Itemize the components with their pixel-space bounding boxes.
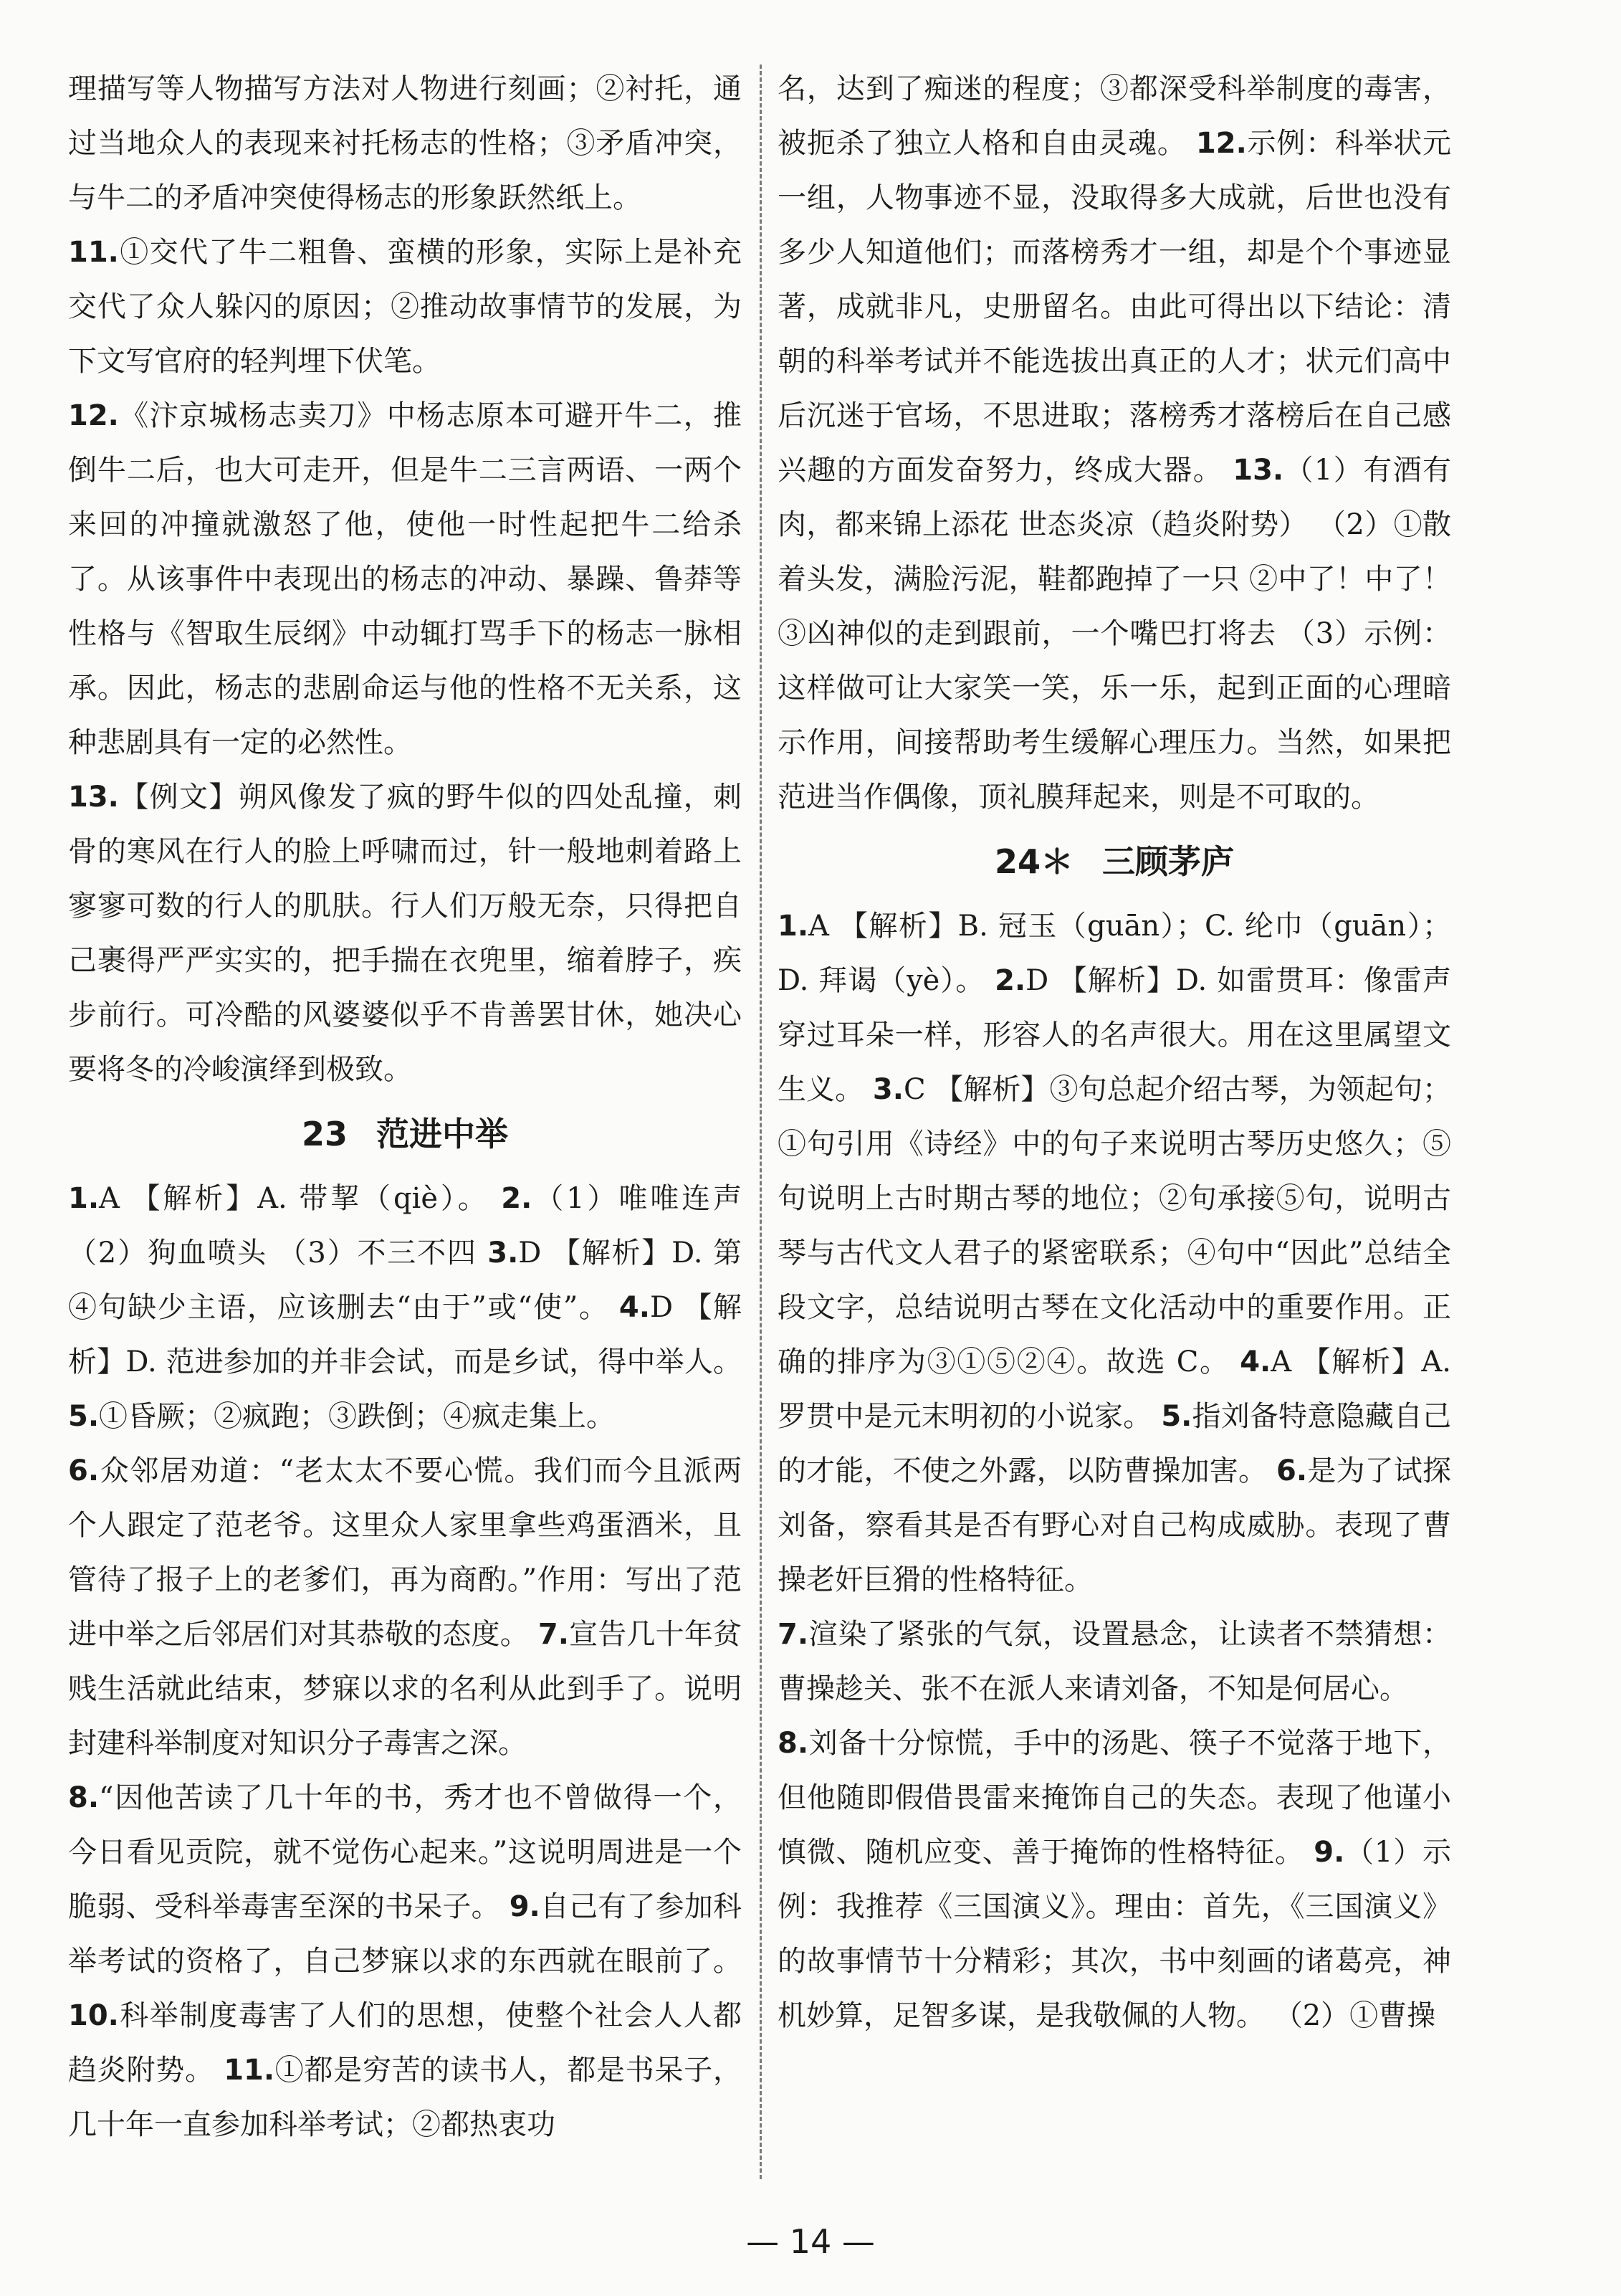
section-heading-23 [68,1097,742,1171]
answer-paragraph [778,62,1451,824]
answer-number: 10. [68,1999,119,2032]
answer-paragraph [778,1607,1451,1716]
answer-text: 宣告几十年贫贱生活就此结束，梦寐以求的名利从此到手了。说明封建科举制度对知识分子毒害之深。 [68,1618,742,1760]
answer-text: （1）唯唯连声 （2）狗血喷头 （3）不三不四 [68,1182,742,1270]
answer-number: 2. [995,964,1026,997]
answer-number: 1. [778,910,809,943]
answer-text: 众邻居劝道：“老太太不要心慌。我们而今且派两个人跟定了范老爷。这里众人家里拿些鸡蛋酒米，且管待了报子上的老爹们，再为商酌。”作用：写出了范进中举之后邻居们对其恭敬的态度。 [68,1454,742,1651]
answer-text: 示例：科举状元一组，人物事迹不显，没取得多大成就，后世也没有多少人知道他们；而落榜秀才一组，却是个个事迹显著，成就非凡，史册留名。由此可得出以下结论：清朝的科举考试并不能选拔出真正的人才；状元们高中后沉迷于官场，不思进取；落榜秀才落榜后在自己感兴趣的方面发奋努力，终成大器。 [778,127,1452,487]
answer-text: 名，达到了痴迷的程度；③都深受科举制度的毒害，被扼杀了独立人格和自由灵魂。 [778,72,1451,160]
left-column [68,62,742,2152]
answer-paragraph [778,1716,1451,2043]
answer-number: 13. [1233,454,1284,487]
answer-paragraph [68,389,742,770]
answer-paragraph [68,62,742,225]
section-title: 三顾茅庐 [1102,842,1234,881]
right-intro [778,62,1451,824]
answer-text: 刘备十分惊慌，手中的汤匙、筷子不觉落于地下，但他随即假借畏雷来掩饰自己的失态。表现了他谨小慎微、随机应变、善于掩饰的性格特征。 [778,1727,1451,1869]
answer-text: 理描写等人物描写方法对人物进行刻画；②衬托，通过当地众人的表现来衬托杨志的性格；③矛盾冲突，与牛二的矛盾冲突使得杨志的形象跃然纸上。 [68,72,742,214]
answer-text: 《汴京城杨志卖刀》中杨志原本可避开牛二，推倒牛二后，也大可走开，但是牛二三言两语、一两个来回的冲撞就激怒了他，使他一时性起把牛二给杀了。从该事件中表现出的杨志的冲动、暴躁、鲁莽等性格与《智取生辰纲》中动辄打骂手下的杨志一脉相承。因此，杨志的悲剧命运与他的性格不无关系，这种悲剧具有一定的必然性。 [68,399,742,759]
answer-text: “因他苦读了几十年的书，秀才也不曾做得一个，今日看见贡院，就不觉伤心起来。”这说明周进是一个脆弱、受科举毒害至深的书呆子。 [68,1781,742,1923]
answer-number: 7. [778,1618,809,1651]
right-section-body [778,899,1451,2043]
answer-text: D 【解析】D. 范进参加的并非会试，而是乡试，得中举人。 [68,1291,742,1378]
answer-text: 科举制度毒害了人们的思想，使整个社会人人都趋炎附势。 [68,1999,742,2087]
answer-text: 指刘备特意隐藏自己的才能，不使之外露，以防曹操加害。 [778,1400,1452,1487]
page-number: — 14 — [746,2222,875,2261]
answer-number: 12. [68,399,119,432]
left-section-body [68,1171,742,2152]
answer-paragraph [68,1771,742,2152]
answer-number: 3. [487,1237,519,1270]
answer-number: 9. [509,1890,540,1923]
column-divider [760,65,762,2179]
answer-text: （1）有酒有肉，都来锦上添花 世态炎凉（趋炎附势） （2）①散着头发，满脸污泥，鞋都跑掉了一只 ②中了！中了！ ③凶神似的走到跟前，一个嘴巴打将去 （3）示例：这样做可让大家笑一笑，乐一乐，起到正面的心理暗示作用，间接帮助考生缓解心理压力。当然，如果把范进当作偶像，顶礼膜拜起来，则是不可取的。 [778,454,1452,814]
answer-number: 6. [1276,1454,1308,1487]
answer-text: （1）示例：我推荐《三国演义》。理由：首先，《三国演义》的故事情节十分精彩；其次，书中刻画的诸葛亮，神机妙算，足智多谋，是我敬佩的人物。 （2）①曹操 [778,1836,1452,2032]
right-column [778,62,1451,2043]
answer-text: 是为了试探刘备，察看其是否有野心对自己构成威胁。表现了曹操老奸巨猾的性格特征。 [778,1454,1452,1596]
answer-number: 7. [537,1618,569,1651]
answer-number: 4. [1240,1345,1271,1378]
left-intro [68,62,742,1097]
answer-number: 1. [68,1182,100,1215]
answer-text: C 【解析】③句总起介绍古琴，为领起句；①句引用《诗经》中的句子来说明古琴历史悠久；⑤句说明上古时期古琴的地位；②句承接⑤句，说明古琴与古代文人君子的紧密联系；④句中“因此”总结全段文字，总结说明古琴在文化活动中的重要作用。正确的排序为③①⑤②④。故选 C。 [778,1073,1452,1378]
answer-text: A 【解析】A. 带挈（qiè）。 [99,1182,489,1215]
section-title: 范进中举 [376,1115,508,1153]
answer-paragraph [68,1171,742,1444]
answer-number: 12. [1195,127,1247,160]
answer-number: 13. [68,781,119,814]
answer-number: 5. [1161,1400,1192,1433]
answer-number: 6. [68,1454,100,1487]
answer-text: ①交代了牛二粗鲁、蛮横的形象，实际上是补充交代了众人躲闪的原因；②推动故事情节的发展，为下文写官府的轻判埋下伏笔。 [68,236,742,378]
section-heading-24 [778,824,1451,899]
answer-text: A 【解析】B. 冠玉（guān）；C. 纶巾（guān）；D. 拜谒（yè）。 [778,910,1451,997]
answer-paragraph [68,225,742,389]
answer-text: 渲染了紧张的气氛，设置悬念，让读者不禁猜想：曹操趁关、张不在派人来请刘备，不知是何居心。 [778,1618,1451,1705]
answer-number: 8. [68,1781,100,1814]
answer-text: 【例文】朔风像发了疯的野牛似的四处乱撞，刺骨的寒风在行人的脸上呼啸而过，针一般地刺着路上寥寥可数的行人的肌肤。行人们万般无奈，只得把自己裹得严严实实的，把手揣在衣兜里，缩着脖子，疾步前行。可冷酷的风婆婆似乎不肯善罢甘休，她决心要将冬的冷峻演绎到极致。 [68,781,742,1086]
answer-text: A 【解析】A. 罗贯中是元末明初的小说家。 [778,1345,1452,1433]
answer-text: ①昏厥；②疯跑；③跌倒；④疯走集上。 [99,1400,616,1433]
answer-text: 自己有了参加科举考试的资格了，自己梦寐以求的东西就在眼前了。 [68,1890,742,1978]
answer-number: 11. [224,2054,275,2087]
answer-number: 5. [68,1400,100,1433]
answer-paragraph [68,1444,742,1771]
answer-number: 3. [872,1073,904,1106]
answer-number: 4. [618,1291,650,1324]
answer-text: D 【解析】D. 第④句缺少主语，应该删去“由于”或“使”。 [68,1237,742,1324]
answer-number: 8. [778,1727,809,1760]
answer-number: 9. [1314,1836,1345,1869]
section-number: 23 [301,1115,348,1153]
answer-paragraph [778,899,1451,1607]
answer-paragraph [68,770,742,1097]
answer-text: D 【解析】D. 如雷贯耳：像雷声穿过耳朵一样，形容人的名声很大。用在这里属望文生义。 [778,964,1451,1106]
answer-number: 11. [68,236,119,269]
answer-text: ①都是穷苦的读书人，都是书呆子，几十年一直参加科举考试；②都热衷功 [68,2054,742,2141]
answer-number: 2. [501,1182,532,1215]
section-number: 24＊ [994,842,1074,881]
